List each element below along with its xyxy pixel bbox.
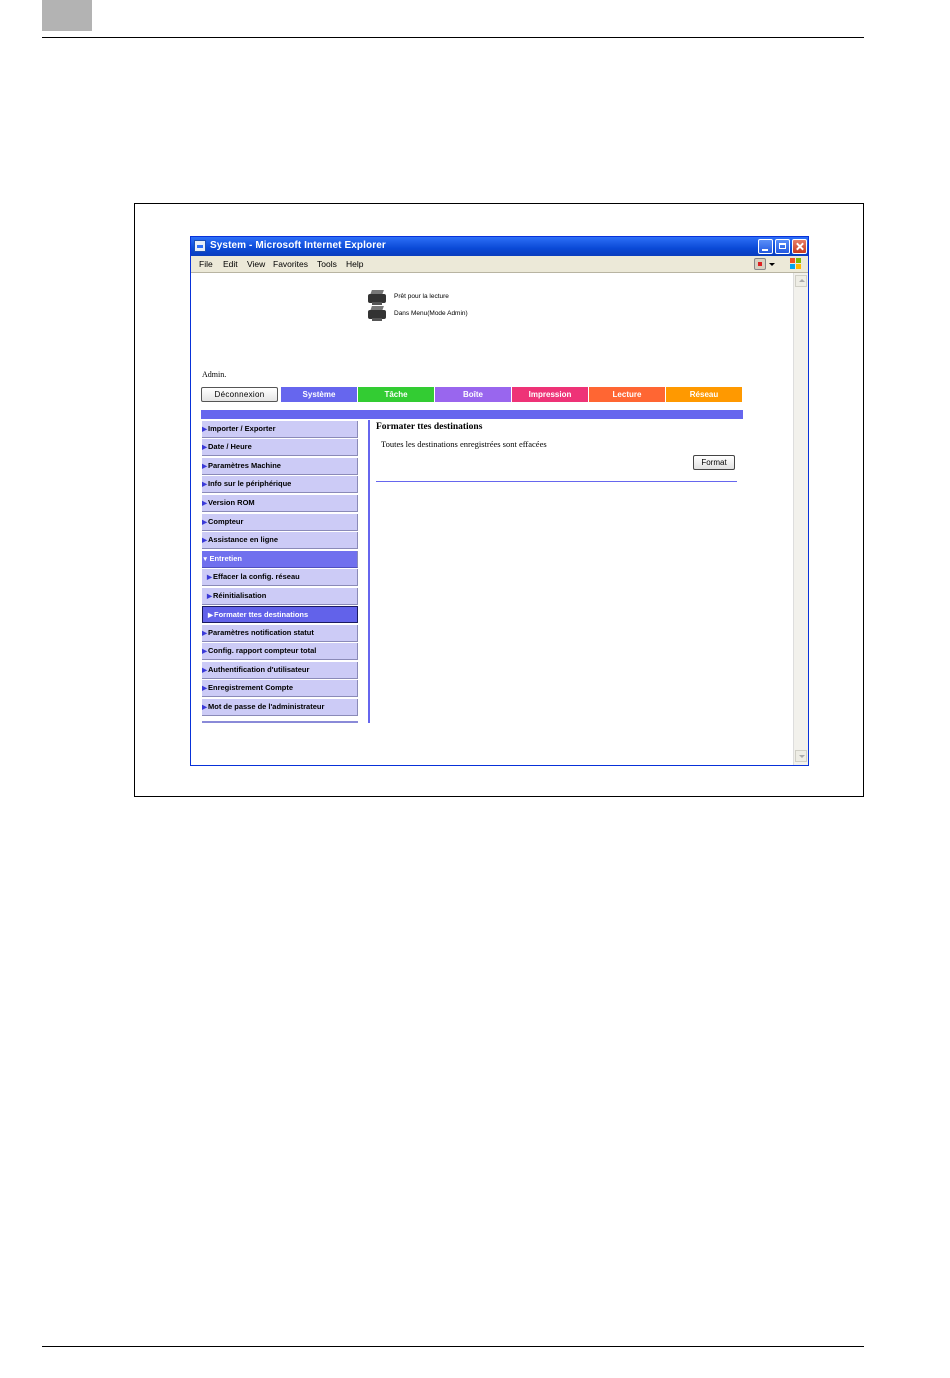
menu-edit[interactable]: Edit <box>223 259 238 269</box>
sidebar-subitem-formater-ttes-destinations[interactable] <box>202 606 358 623</box>
sidebar-item-label: Réinitialisation <box>213 591 267 600</box>
triangle-right-icon: ▶ <box>202 667 207 674</box>
sidebar-subitem-reinitialisation[interactable] <box>202 588 358 605</box>
tab-boite[interactable]: Boîte <box>435 387 511 402</box>
triangle-right-icon: ▶ <box>202 519 207 526</box>
sidebar-item-label: Enregistrement Compte <box>208 683 294 692</box>
triangle-right-icon: ▶ <box>207 574 212 581</box>
sidebar-item-config-rapport-compteur-total[interactable] <box>202 643 358 660</box>
sidebar-item-assistance-en-ligne[interactable] <box>202 532 358 549</box>
sidebar-bottom-rule <box>202 721 358 723</box>
sidebar-item-info-peripherique[interactable] <box>202 476 358 493</box>
toolbar-extension-icon[interactable] <box>754 258 766 270</box>
header-rule <box>42 37 864 38</box>
triangle-right-icon: ▶ <box>202 685 207 692</box>
triangle-right-icon: ▶ <box>202 463 207 470</box>
logout-button[interactable]: Déconnexion <box>201 387 278 402</box>
vertical-scrollbar[interactable] <box>793 273 808 765</box>
sidebar-item-version-rom[interactable] <box>202 495 358 512</box>
menu-file[interactable]: File <box>199 259 213 269</box>
sidebar-item-compteur[interactable] <box>202 514 358 531</box>
header-band <box>201 410 743 419</box>
triangle-right-icon: ▶ <box>208 612 213 619</box>
triangle-right-icon: ▶ <box>202 704 207 711</box>
triangle-right-icon: ▶ <box>207 593 212 600</box>
sidebar-item-label: Version ROM <box>208 498 255 507</box>
browser-window <box>190 236 809 766</box>
sidebar-item-parametres-machine[interactable] <box>202 458 358 475</box>
sidebar-item-enregistrement-compte[interactable] <box>202 680 358 697</box>
triangle-right-icon: ▶ <box>202 648 207 655</box>
sidebar-item-label: Info sur le périphérique <box>208 479 292 488</box>
sidebar-item-parametres-notification-statut[interactable] <box>202 625 358 642</box>
user-label: Admin. <box>202 370 227 379</box>
tab-lecture[interactable]: Lecture <box>589 387 665 402</box>
sidebar-item-label: Compteur <box>208 517 244 526</box>
sidebar-item-label: Importer / Exporter <box>208 424 276 433</box>
tab-systeme[interactable]: Système <box>281 387 357 402</box>
maximize-icon[interactable] <box>775 239 790 254</box>
scroll-down-icon[interactable] <box>795 750 807 762</box>
window-title: System - Microsoft Internet Explorer <box>210 240 386 251</box>
tab-impression[interactable]: Impression <box>512 387 588 402</box>
triangle-right-icon: ▶ <box>202 630 207 637</box>
sidebar-item-entretien[interactable] <box>202 551 358 568</box>
sidebar-item-label: Effacer la config. réseau <box>213 572 300 581</box>
chevron-down-icon[interactable] <box>769 263 775 266</box>
sidebar-item-importer-exporter[interactable] <box>202 421 358 438</box>
minimize-icon[interactable] <box>758 239 773 254</box>
menu-bar <box>191 256 808 273</box>
sidebar-item-label: Mot de passe de l'administrateur <box>208 702 325 711</box>
ie-window-icon <box>194 240 206 252</box>
sidebar-divider <box>368 420 370 723</box>
triangle-right-icon: ▶ <box>202 426 207 433</box>
triangle-down-icon: ▼ <box>202 556 209 563</box>
close-icon[interactable] <box>792 239 807 254</box>
tab-reseau[interactable]: Réseau <box>666 387 742 402</box>
window-titlebar[interactable] <box>191 237 808 256</box>
page-number-tab <box>42 0 92 31</box>
printer-admin-icon <box>367 305 387 321</box>
sidebar-item-label: Paramètres Machine <box>208 461 281 470</box>
page-content <box>191 273 793 765</box>
sidebar-item-label: Config. rapport compteur total <box>208 646 317 655</box>
sidebar-item-label: Formater ttes destinations <box>214 610 309 619</box>
tab-tache[interactable]: Tâche <box>358 387 434 402</box>
menu-view[interactable]: View <box>247 259 266 269</box>
status-ready: Prêt pour la lecture <box>394 293 449 300</box>
sidebar-item-label: Entretien <box>209 554 242 563</box>
sidebar-item-authentification-utilisateur[interactable] <box>202 662 358 679</box>
triangle-right-icon: ▶ <box>202 500 207 507</box>
scroll-up-icon[interactable] <box>795 275 807 287</box>
format-button[interactable]: Format <box>693 455 735 470</box>
printer-ready-icon <box>367 289 387 305</box>
page-title: Formater ttes destinations <box>376 422 483 432</box>
menu-tools[interactable]: Tools <box>317 259 337 269</box>
menu-favorites[interactable]: Favorites <box>273 259 308 269</box>
triangle-right-icon: ▶ <box>202 481 207 488</box>
windows-logo-icon <box>790 258 802 270</box>
content-rule <box>376 481 737 482</box>
sidebar-item-label: Paramètres notification statut <box>208 628 314 637</box>
sidebar-subitem-effacer-config-reseau[interactable] <box>202 569 358 586</box>
triangle-right-icon: ▶ <box>202 444 207 451</box>
sidebar-item-date-heure[interactable] <box>202 439 358 456</box>
status-admin-mode: Dans Menu(Mode Admin) <box>394 310 468 317</box>
sidebar-item-label: Assistance en ligne <box>208 535 279 544</box>
page-message: Toutes les destinations enregistrées sont effacées <box>381 439 547 449</box>
triangle-right-icon: ▶ <box>202 537 207 544</box>
footer-rule <box>42 1346 864 1347</box>
menu-help[interactable]: Help <box>346 259 364 269</box>
sidebar-item-mot-de-passe-administrateur[interactable] <box>202 699 358 716</box>
sidebar-item-label: Date / Heure <box>208 442 252 451</box>
sidebar-item-label: Authentification d'utilisateur <box>208 665 310 674</box>
